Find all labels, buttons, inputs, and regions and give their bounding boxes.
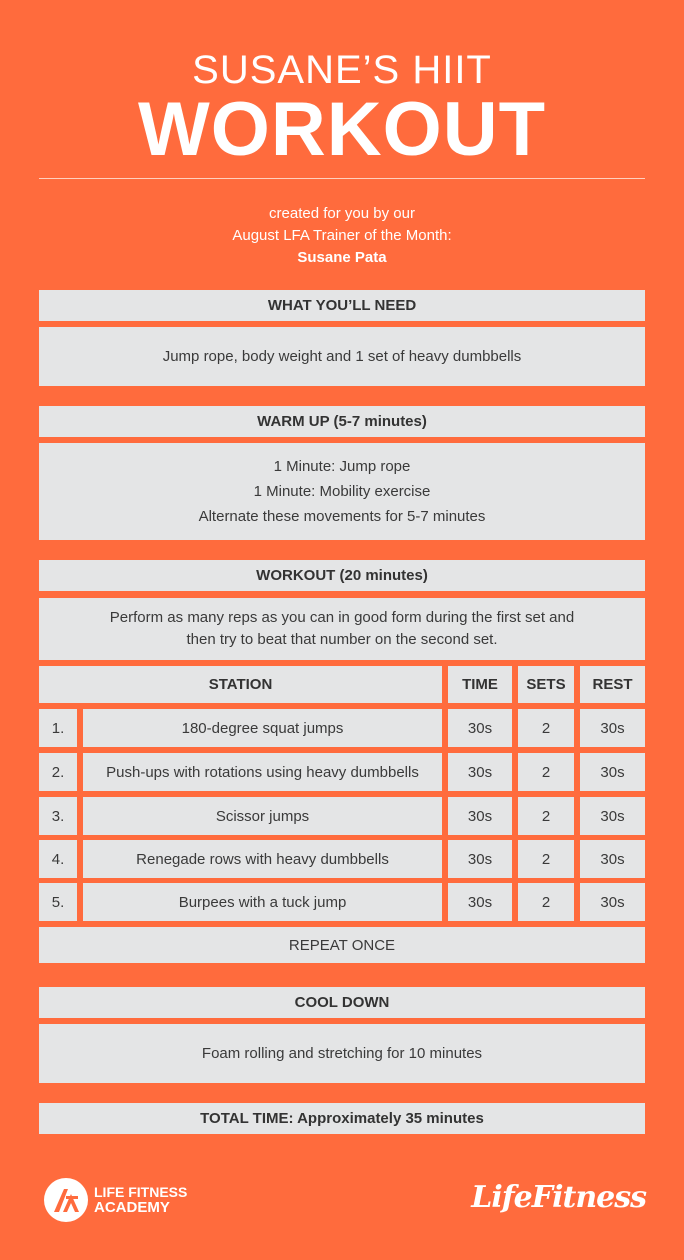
station-name: 180-degree squat jumps <box>83 709 442 747</box>
station-sets: 2 <box>518 797 574 835</box>
title-line-1: SUSANE’S HIIT <box>192 48 492 92</box>
station-rest: 30s <box>580 883 645 921</box>
station-name: Push-ups with rotations using heavy dumbbells <box>83 753 442 791</box>
lfa-logo-icon <box>44 1178 88 1222</box>
workout-intro-line: Perform as many reps as you can in good form during the first set and <box>109 609 575 626</box>
warmup-line: 1 Minute: Jump rope <box>273 458 411 475</box>
cooldown-text: Foam rolling and stretching for 10 minutes <box>201 1045 483 1062</box>
warmup-line: 1 Minute: Mobility exercise <box>253 483 431 500</box>
row-number: 2. <box>39 753 77 791</box>
station-time: 30s <box>448 709 512 747</box>
trainer-name: Susane Pata <box>297 249 387 266</box>
row-number: 3. <box>39 797 77 835</box>
station-sets: 2 <box>518 753 574 791</box>
repeat-note: REPEAT ONCE <box>39 927 645 963</box>
station-rest: 30s <box>580 753 645 791</box>
credit-line-1: created for you by our <box>269 205 415 222</box>
brand-logo: LifeFitness <box>471 1180 646 1215</box>
column-header-rest: REST <box>580 666 645 703</box>
station-rest: 30s <box>580 840 645 878</box>
station-name: Renegade rows with heavy dumbbells <box>83 840 442 878</box>
warmup-line: Alternate these movements for 5-7 minutes <box>198 508 486 525</box>
cooldown-heading: COOL DOWN <box>39 987 645 1018</box>
workout-heading: WORKOUT (20 minutes) <box>39 560 645 591</box>
need-heading: WHAT YOU’LL NEED <box>39 290 645 321</box>
warmup-box <box>39 443 645 540</box>
station-rest: 30s <box>580 709 645 747</box>
divider <box>39 178 645 179</box>
row-number: 1. <box>39 709 77 747</box>
cooldown-box <box>39 1024 645 1083</box>
station-name: Scissor jumps <box>83 797 442 835</box>
credit-line-2: August LFA Trainer of the Month: <box>232 227 452 244</box>
station-rest: 30s <box>580 797 645 835</box>
station-sets: 2 <box>518 883 574 921</box>
station-time: 30s <box>448 753 512 791</box>
academy-line-1: LIFE FITNESS <box>94 1184 188 1200</box>
station-sets: 2 <box>518 840 574 878</box>
need-text: Jump rope, body weight and 1 set of heavy dumbbells <box>162 348 522 365</box>
need-box <box>39 327 645 386</box>
academy-logo <box>44 1178 187 1222</box>
column-header-sets: SETS <box>518 666 574 703</box>
column-header-time: TIME <box>448 666 512 703</box>
academy-line-2: ACADEMY <box>94 1199 170 1216</box>
row-number: 4. <box>39 840 77 878</box>
station-time: 30s <box>448 883 512 921</box>
station-name: Burpees with a tuck jump <box>83 883 442 921</box>
workout-intro-line: then try to beat that number on the second set. <box>186 631 498 648</box>
total-time: TOTAL TIME: Approximately 35 minutes <box>39 1103 645 1134</box>
row-number: 5. <box>39 883 77 921</box>
station-sets: 2 <box>518 709 574 747</box>
workout-intro <box>39 598 645 660</box>
station-time: 30s <box>448 797 512 835</box>
column-header-station: STATION <box>39 666 442 703</box>
warmup-heading: WARM UP (5-7 minutes) <box>39 406 645 437</box>
page-title: WORKOUT <box>137 87 547 172</box>
station-time: 30s <box>448 840 512 878</box>
